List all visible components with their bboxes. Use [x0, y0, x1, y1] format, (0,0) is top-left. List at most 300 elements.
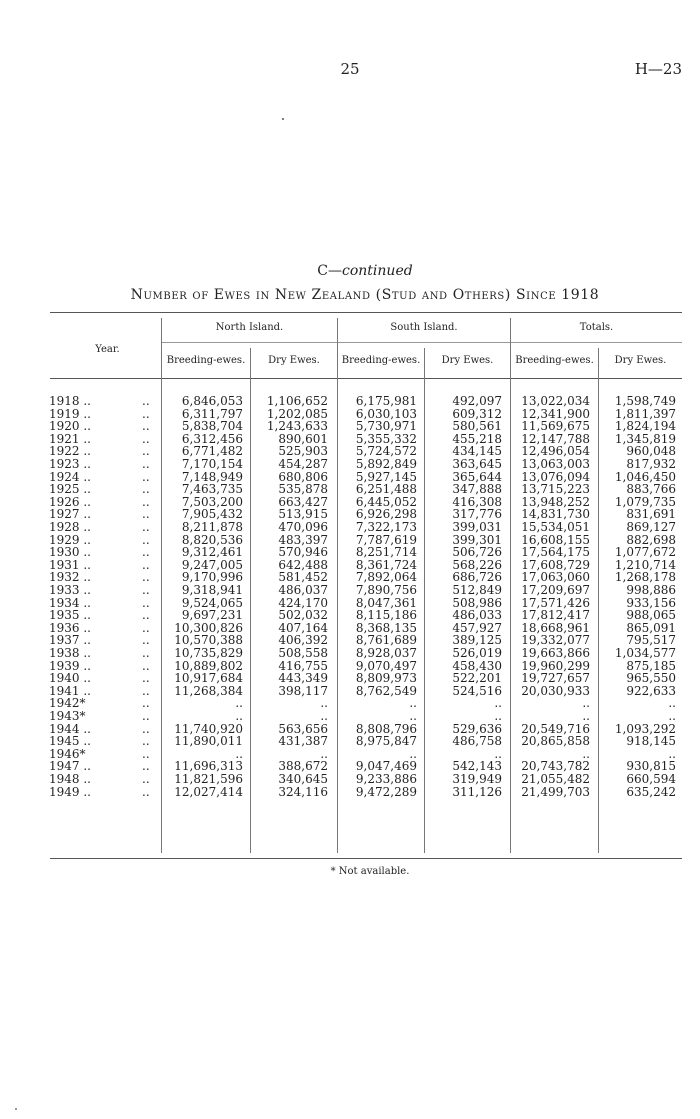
section-continued: continued: [342, 263, 413, 279]
tot-breeding: ..: [582, 746, 590, 761]
ni-breeding: 6,771,482: [181, 444, 243, 459]
si-dry: ..: [494, 746, 502, 761]
row-year: 1933 ..: [49, 583, 91, 597]
ni-dry: 680,806: [278, 469, 328, 484]
row-year: 1924 ..: [49, 469, 91, 484]
table-row: [0, 609, 700, 622]
row-year: 1934 ..: [49, 595, 91, 610]
tot-dry: 1,093,292: [614, 721, 676, 736]
si-dry: 363,645: [452, 457, 502, 471]
row-leader: ..: [142, 419, 150, 434]
si-dry: 506,726: [452, 545, 502, 560]
row-leader: ..: [142, 583, 150, 597]
tot-breeding: 18,668,961: [521, 620, 590, 635]
si-breeding: 6,251,488: [355, 482, 417, 497]
table-row: [0, 420, 700, 433]
row-leader: ..: [142, 633, 150, 648]
ni-dry: 1,243,633: [266, 419, 328, 434]
tot-dry: 660,594: [626, 772, 676, 786]
tot-dry: 865,091: [626, 620, 676, 635]
si-dry: 529,636: [452, 721, 502, 736]
row-year: 1942*: [49, 696, 86, 711]
si-breeding: 8,809,973: [355, 671, 417, 686]
header-bottom-rule: [50, 378, 682, 379]
ni-breeding: 11,696,313: [174, 759, 243, 774]
tot-dry: ..: [668, 696, 676, 711]
si-breeding: 8,928,037: [355, 646, 417, 660]
ni-dry: 642,488: [278, 557, 328, 572]
table-row: [0, 559, 700, 572]
tot-dry: ..: [668, 746, 676, 761]
row-leader: ..: [142, 696, 150, 711]
ni-breeding: 10,300,826: [174, 620, 243, 635]
si-dry: 486,033: [452, 608, 502, 623]
si-breeding: 7,890,756: [355, 583, 417, 597]
ni-breeding: 11,268,384: [174, 683, 243, 698]
row-year: 1927 ..: [49, 507, 91, 522]
document-reference: H—23: [634, 60, 682, 78]
ni-breeding: 11,740,920: [174, 721, 243, 736]
ni-breeding: 9,697,231: [181, 608, 243, 623]
table-row: [0, 634, 700, 647]
si-breeding: ..: [409, 709, 417, 723]
ni-breeding: 6,846,053: [181, 394, 243, 408]
row-leader: ..: [142, 646, 150, 660]
tot-dry: 869,127: [626, 520, 676, 534]
ni-dry: 407,164: [278, 620, 328, 635]
ni-dry: 324,116: [278, 784, 328, 799]
table-row: [0, 597, 700, 610]
ni-dry: 1,202,085: [266, 406, 328, 421]
si-dry: 317,776: [452, 507, 502, 522]
tot-breeding: 19,332,077: [521, 633, 590, 648]
ni-dry: 470,096: [278, 520, 328, 534]
tot-dry: 965,550: [626, 671, 676, 686]
table-row: [0, 534, 700, 547]
row-leader: ..: [142, 784, 150, 799]
tot-breeding: ..: [582, 696, 590, 711]
si-dry: 580,561: [452, 419, 502, 434]
tot-breeding: 17,063,060: [521, 570, 590, 585]
row-year: 1947 ..: [49, 759, 91, 774]
ni-breeding: 11,890,011: [174, 734, 243, 749]
tot-dry: 1,268,178: [614, 570, 676, 585]
si-breeding: 8,361,724: [355, 557, 417, 572]
ni-breeding: 10,570,388: [174, 633, 243, 648]
si-dry: ..: [494, 709, 502, 723]
si-breeding: 7,322,173: [355, 520, 417, 534]
tot-breeding: 12,147,788: [521, 431, 590, 446]
si-dry: 399,301: [452, 532, 502, 547]
si-dry: 389,125: [452, 633, 502, 648]
ni-breeding: 7,463,735: [181, 482, 243, 497]
table-top-rule: [50, 312, 682, 313]
si-dry: 416,308: [452, 494, 502, 509]
tot-dry: 1,598,749: [614, 394, 676, 408]
tot-dry: 1,210,714: [614, 557, 676, 572]
tot-breeding: 11,569,675: [521, 419, 590, 434]
ni-dry: 431,387: [278, 734, 328, 749]
table-row: [0, 748, 700, 761]
ni-dry: 443,349: [278, 671, 328, 686]
row-leader: ..: [142, 532, 150, 547]
si-breeding: 8,251,714: [355, 545, 417, 560]
ni-breeding: 8,820,536: [181, 532, 243, 547]
table-row: [0, 408, 700, 421]
si-breeding: 7,892,064: [355, 570, 417, 585]
row-leader: ..: [142, 772, 150, 786]
group-header-rule: [162, 342, 682, 343]
tot-dry: 960,048: [626, 444, 676, 459]
tot-breeding: 19,663,866: [521, 646, 590, 660]
tot-breeding: 13,715,223: [521, 482, 590, 497]
row-leader: ..: [142, 545, 150, 560]
si-breeding: 5,927,145: [355, 469, 417, 484]
ni-dry: 416,755: [278, 658, 328, 673]
si-breeding: ..: [409, 746, 417, 761]
edge-mark: [15, 1108, 17, 1110]
table-row: [0, 697, 700, 710]
row-year: 1919 ..: [49, 406, 91, 421]
row-year: 1920 ..: [49, 419, 91, 434]
row-leader: ..: [142, 709, 150, 723]
row-leader: ..: [142, 734, 150, 749]
ni-dry: 581,452: [278, 570, 328, 585]
south-island-header: South Island.: [390, 322, 458, 333]
row-leader: ..: [142, 482, 150, 497]
si-dry: 686,726: [452, 570, 502, 585]
table-row: [0, 735, 700, 748]
table-row: [0, 710, 700, 723]
row-year: 1945 ..: [49, 734, 91, 749]
row-leader: ..: [142, 507, 150, 522]
tot-breeding: 20,865,858: [521, 734, 590, 749]
row-leader: ..: [142, 683, 150, 698]
si-dry: 524,516: [452, 683, 502, 698]
row-leader: ..: [142, 406, 150, 421]
tot-dry: 1,077,672: [614, 545, 676, 560]
ni-dry: 398,117: [278, 683, 328, 698]
si-dry: 458,430: [452, 658, 502, 673]
row-year: 1930 ..: [49, 545, 91, 560]
si-breeding: 6,926,298: [355, 507, 417, 522]
row-year: 1935 ..: [49, 608, 91, 623]
si-dry: 512,849: [452, 583, 502, 597]
si-breeding: 9,472,289: [355, 784, 417, 799]
ni-dry: 1,106,652: [266, 394, 328, 408]
row-leader: ..: [142, 469, 150, 484]
row-leader: ..: [142, 570, 150, 585]
table-row: [0, 723, 700, 736]
ni-breeding: 11,821,596: [174, 772, 243, 786]
tot-dry: 930,815: [626, 759, 676, 774]
row-leader: ..: [142, 557, 150, 572]
si-breeding: 8,368,135: [355, 620, 417, 635]
tot-dry: 1,046,450: [614, 469, 676, 484]
ni-breeding: 7,503,200: [181, 494, 243, 509]
table-row: [0, 685, 700, 698]
table-row: [0, 760, 700, 773]
row-year: 1929 ..: [49, 532, 91, 547]
section-prefix: C—: [317, 263, 343, 279]
tot-dry: 882,698: [626, 532, 676, 547]
row-year: 1932 ..: [49, 570, 91, 585]
row-year: 1926 ..: [49, 494, 91, 509]
si-breeding: 8,808,796: [355, 721, 417, 736]
ni-dry: ..: [320, 746, 328, 761]
table-row: [0, 471, 700, 484]
tot-dry: 1,034,577: [614, 646, 676, 660]
si-dry: 492,097: [452, 394, 502, 408]
si-breeding: 8,762,549: [355, 683, 417, 698]
tot-breeding: ..: [582, 709, 590, 723]
ni-breeding: 5,838,704: [181, 419, 243, 434]
ni-breeding: ..: [235, 696, 243, 711]
ni-dry: 663,427: [278, 494, 328, 509]
table-row: [0, 647, 700, 660]
ni-breeding: 9,247,005: [181, 557, 243, 572]
tot-breeding-header: Breeding-ewes.: [515, 355, 594, 366]
si-dry: 347,888: [452, 482, 502, 497]
row-year: 1923 ..: [49, 457, 91, 471]
ni-dry: 340,645: [278, 772, 328, 786]
row-year: 1948 ..: [49, 772, 91, 786]
row-leader: ..: [142, 595, 150, 610]
tot-dry: 922,633: [626, 683, 676, 698]
si-dry: 542,143: [452, 759, 502, 774]
tot-dry: 1,345,819: [614, 431, 676, 446]
tot-breeding: 13,076,094: [521, 469, 590, 484]
ni-breeding: 9,312,461: [181, 545, 243, 560]
ni-breeding: 9,170,996: [181, 570, 243, 585]
tot-dry: 883,766: [626, 482, 676, 497]
si-dry: 455,218: [452, 431, 502, 446]
table-row: [0, 395, 700, 408]
ni-breeding: 6,311,797: [181, 406, 243, 421]
tot-breeding: 15,534,051: [521, 520, 590, 534]
table-row: [0, 433, 700, 446]
row-leader: ..: [142, 721, 150, 736]
tot-breeding: 20,743,782: [521, 759, 590, 774]
row-year: 1949 ..: [49, 784, 91, 799]
footnote: * Not available.: [330, 866, 410, 877]
tot-breeding: 14,831,730: [521, 507, 590, 522]
tot-dry: 1,811,397: [614, 406, 676, 421]
totals-header: Totals.: [579, 322, 614, 333]
ni-breeding: 7,905,432: [181, 507, 243, 522]
si-dry: 434,145: [452, 444, 502, 459]
si-dry-header: Dry Ewes.: [441, 355, 494, 366]
si-breeding: 8,115,186: [355, 608, 417, 623]
north-island-header: North Island.: [215, 322, 284, 333]
row-leader: ..: [142, 494, 150, 509]
tot-breeding: 19,727,657: [521, 671, 590, 686]
si-dry: 365,644: [452, 469, 502, 484]
tot-breeding: 19,960,299: [521, 658, 590, 673]
tot-dry: 817,932: [626, 457, 676, 471]
table-title: Number of Ewes in New Zealand (Stud and Others) Since 1918: [130, 287, 600, 303]
si-breeding: 9,233,886: [355, 772, 417, 786]
table-row: [0, 546, 700, 559]
si-dry: 399,031: [452, 520, 502, 534]
ni-dry: 454,287: [278, 457, 328, 471]
row-leader: ..: [142, 520, 150, 534]
si-breeding: 6,175,981: [355, 394, 417, 408]
tot-breeding: 21,499,703: [521, 784, 590, 799]
ni-dry: 388,672: [278, 759, 328, 774]
ni-dry: ..: [320, 696, 328, 711]
row-year: 1931 ..: [49, 557, 91, 572]
tot-dry: ..: [668, 709, 676, 723]
year-header: Year.: [95, 344, 120, 355]
ni-breeding: 10,917,684: [174, 671, 243, 686]
si-dry: 568,226: [452, 557, 502, 572]
ni-breeding: ..: [235, 746, 243, 761]
ni-breeding: 12,027,414: [174, 784, 243, 799]
si-breeding: 8,975,847: [355, 734, 417, 749]
row-year: 1938 ..: [49, 646, 91, 660]
si-dry: 508,986: [452, 595, 502, 610]
tot-dry: 918,145: [626, 734, 676, 749]
tot-breeding: 17,209,697: [521, 583, 590, 597]
tot-breeding: 20,549,716: [521, 721, 590, 736]
ni-dry: 406,392: [278, 633, 328, 648]
si-dry: 522,201: [452, 671, 502, 686]
row-leader: ..: [142, 457, 150, 471]
si-dry: 486,758: [452, 734, 502, 749]
row-year: 1922 ..: [49, 444, 91, 459]
si-dry: 526,019: [452, 646, 502, 660]
tot-breeding: 17,812,417: [521, 608, 590, 623]
table-row: [0, 496, 700, 509]
si-breeding: 7,787,619: [355, 532, 417, 547]
ni-breeding-header: Breeding-ewes.: [166, 355, 246, 366]
tot-dry: 795,517: [626, 633, 676, 648]
ni-breeding: 7,148,949: [181, 469, 243, 484]
table-row: [0, 445, 700, 458]
si-breeding: 6,030,103: [355, 406, 417, 421]
si-dry: ..: [494, 696, 502, 711]
si-dry: 311,126: [452, 784, 502, 799]
tot-breeding: 16,608,155: [521, 532, 590, 547]
tot-breeding: 17,608,729: [521, 557, 590, 572]
section-label: [0, 263, 700, 279]
row-year: 1940 ..: [49, 671, 91, 686]
tot-breeding: 13,063,003: [521, 457, 590, 471]
table-row: [0, 483, 700, 496]
row-year: 1928 ..: [49, 520, 91, 534]
row-leader: ..: [142, 620, 150, 635]
tot-breeding: 13,022,034: [521, 394, 590, 408]
ni-breeding: ..: [235, 709, 243, 723]
tot-dry: 998,886: [626, 583, 676, 597]
ni-dry: 486,037: [278, 583, 328, 597]
tot-dry-header: Dry Ewes.: [614, 355, 667, 366]
si-breeding: 8,047,361: [355, 595, 417, 610]
table-row: [0, 571, 700, 584]
row-year: 1921 ..: [49, 431, 91, 446]
ni-dry: 525,903: [278, 444, 328, 459]
tot-breeding: 21,055,482: [521, 772, 590, 786]
table-row: [0, 773, 700, 786]
row-leader: ..: [142, 444, 150, 459]
ni-dry-header: Dry Ewes.: [268, 355, 320, 366]
ni-breeding: 8,211,878: [181, 520, 243, 534]
ni-dry: 535,878: [278, 482, 328, 497]
row-year: 1946*: [49, 746, 86, 761]
ni-dry: 502,032: [278, 608, 328, 623]
tot-dry: 635,242: [626, 784, 676, 799]
table-row: [0, 521, 700, 534]
si-breeding: 5,355,332: [355, 431, 417, 446]
tot-dry: 875,185: [626, 658, 676, 673]
ni-breeding: 9,524,065: [181, 595, 243, 610]
row-leader: ..: [142, 608, 150, 623]
si-breeding: 5,724,572: [355, 444, 417, 459]
ni-dry: 570,946: [278, 545, 328, 560]
ni-dry: 890,601: [278, 431, 328, 446]
si-breeding: ..: [409, 696, 417, 711]
row-leader: ..: [142, 746, 150, 761]
si-breeding: 5,730,971: [355, 419, 417, 434]
si-breeding-header: Breeding-ewes.: [341, 355, 421, 366]
tot-breeding: 17,571,426: [521, 595, 590, 610]
tot-breeding: 17,564,175: [521, 545, 590, 560]
row-leader: ..: [142, 671, 150, 686]
ni-dry: 563,656: [278, 721, 328, 736]
tot-breeding: 20,030,933: [521, 683, 590, 698]
si-dry: 457,927: [452, 620, 502, 635]
tot-dry: 1,824,194: [614, 419, 676, 434]
tot-dry: 1,079,735: [614, 494, 676, 509]
tot-breeding: 13,948,252: [521, 494, 590, 509]
tot-dry: 831,691: [626, 507, 676, 522]
si-breeding: 6,445,052: [355, 494, 417, 509]
ni-dry: 508,558: [278, 646, 328, 660]
si-dry: 609,312: [452, 406, 502, 421]
si-breeding: 8,761,689: [355, 633, 417, 648]
row-year: 1944 ..: [49, 721, 91, 736]
table-row: [0, 786, 700, 799]
row-year: 1939 ..: [49, 658, 91, 673]
ni-dry: ..: [320, 709, 328, 723]
si-breeding: 5,892,849: [355, 457, 417, 471]
ni-breeding: 10,735,829: [174, 646, 243, 660]
row-year: 1936 ..: [49, 620, 91, 635]
row-leader: ..: [142, 759, 150, 774]
table-bottom-rule: [50, 858, 682, 859]
tot-breeding: 12,496,054: [521, 444, 590, 459]
tot-dry: 933,156: [626, 595, 676, 610]
si-breeding: 9,047,469: [355, 759, 417, 774]
stray-dot: [282, 118, 284, 120]
row-leader: ..: [142, 431, 150, 446]
row-leader: ..: [142, 658, 150, 673]
table-row: [0, 622, 700, 635]
table-row: [0, 458, 700, 471]
page-number: 25: [340, 60, 360, 78]
row-year: 1943*: [49, 709, 86, 723]
table-row: [0, 508, 700, 521]
row-leader: ..: [142, 394, 150, 408]
row-year: 1925 ..: [49, 482, 91, 497]
ni-breeding: 6,312,456: [181, 431, 243, 446]
table-row: [0, 660, 700, 673]
tot-dry: 988,065: [626, 608, 676, 623]
row-year: 1941 ..: [49, 683, 91, 698]
ni-dry: 483,397: [278, 532, 328, 547]
si-breeding: 9,070,497: [355, 658, 417, 673]
